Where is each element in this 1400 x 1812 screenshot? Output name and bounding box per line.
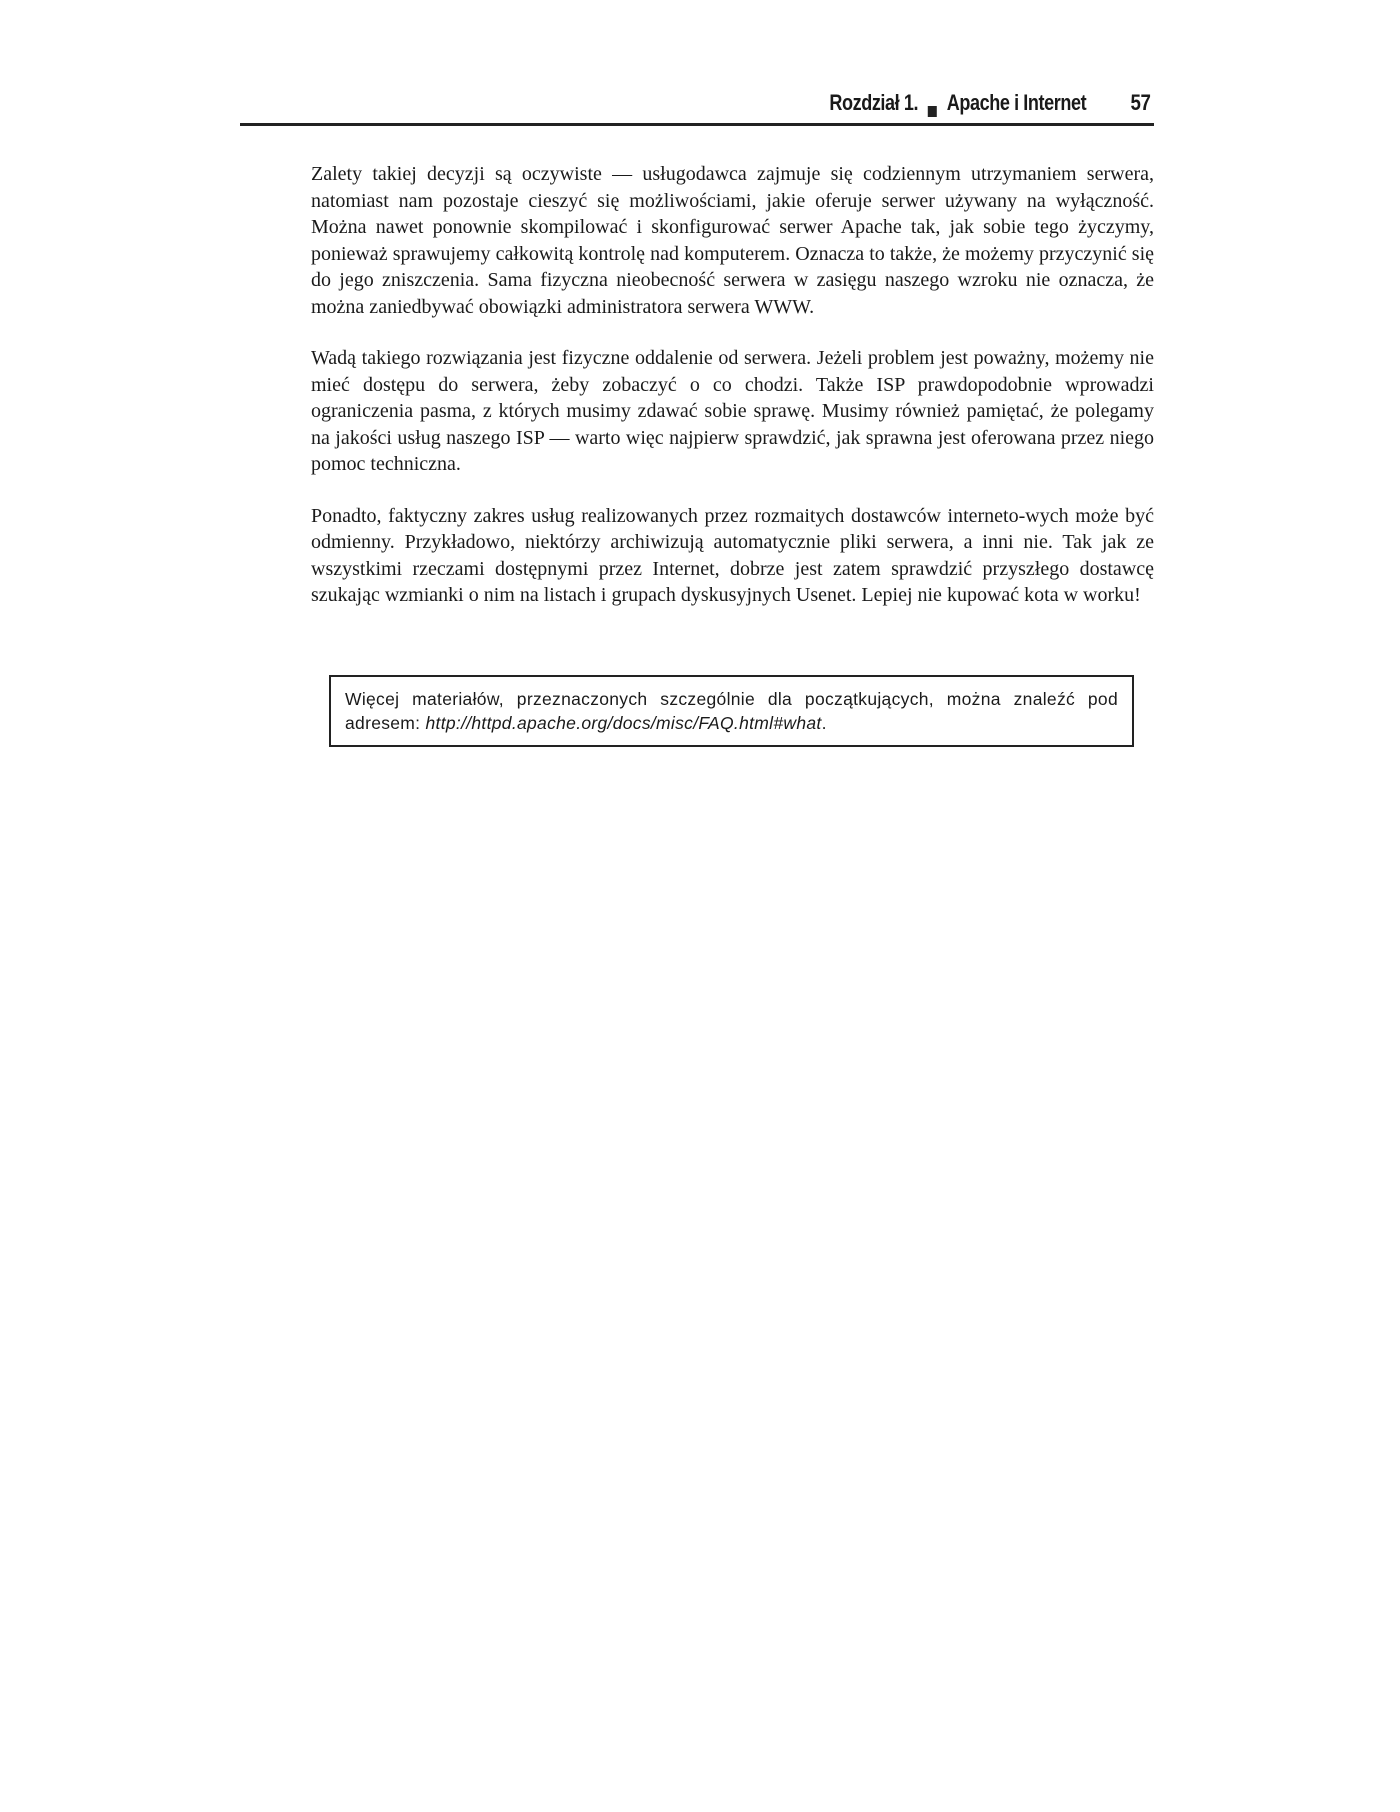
- square-bullet-icon: [928, 106, 937, 117]
- paragraph: Wadą takiego rozwiązania jest fizyczne oddalenie od serwera. Jeżeli problem jest poważny, możemy nie mieć dostępu do serwera, żeby zobaczyć o co chodzi. Także ISP prawdopodobnie wprowadzi ograniczenia pasma, z których musimy zdawać sobie sprawę. Musimy również pamiętać, że polegamy na jakości usług naszego ISP — warto więc najpierw sprawdzić, jak sprawna jest oferowana przez niego pomoc techniczna.: [311, 347, 1154, 475]
- chapter-label: Rozdział 1.: [829, 90, 919, 115]
- body-text: [311, 161, 1154, 634]
- note-text-end: .: [821, 713, 827, 733]
- note-url: http://httpd.apache.org/docs/misc/FAQ.html#what: [425, 713, 822, 733]
- note-box: [329, 675, 1134, 747]
- running-header: [240, 90, 1154, 126]
- page-number: 57: [1130, 90, 1150, 115]
- note-text: Więcej materiałów, przeznaczonych szczególnie dla początkujących, można znaleźć pod adresem:: [345, 689, 1118, 733]
- paragraph: Zalety takiej decyzji są oczywiste — usługodawca zajmuje się codziennym utrzymaniem serwera, natomiast nam pozostaje cieszyć się możliwościami, jakie oferuje serwer używany na wyłączność. Można nawet ponownie skompilować i skonfigurować serwer Apache tak, jak sobie tego życzymy, ponieważ sprawujemy całkowitą kontrolę nad komputerem. Oznacza to także, że możemy przyczynić się do jego zniszczenia. Sama fizyczna nieobecność serwera w zasięgu naszego wzroku nie oznacza, że można zaniedbywać obowiązki administratora serwera WWW.: [311, 163, 1154, 318]
- chapter-heading: [830, 90, 1087, 116]
- chapter-title: Apache i Internet: [947, 90, 1087, 115]
- paragraph: Ponadto, faktyczny zakres usług realizowanych przez rozmaitych dostawców interneto-wych może być odmienny. Przykładowo, niektórzy archiwizują automatycznie pliki serwera, a inni nie. Tak jak ze wszystkimi rzeczami dostępnymi przez Internet, dobrze jest zatem sprawdzić przyszłego dostawcę szukając wzmianki o nim na listach i grupach dyskusyjnych Usenet. Lepiej nie kupować kota w worku!: [311, 504, 1154, 606]
